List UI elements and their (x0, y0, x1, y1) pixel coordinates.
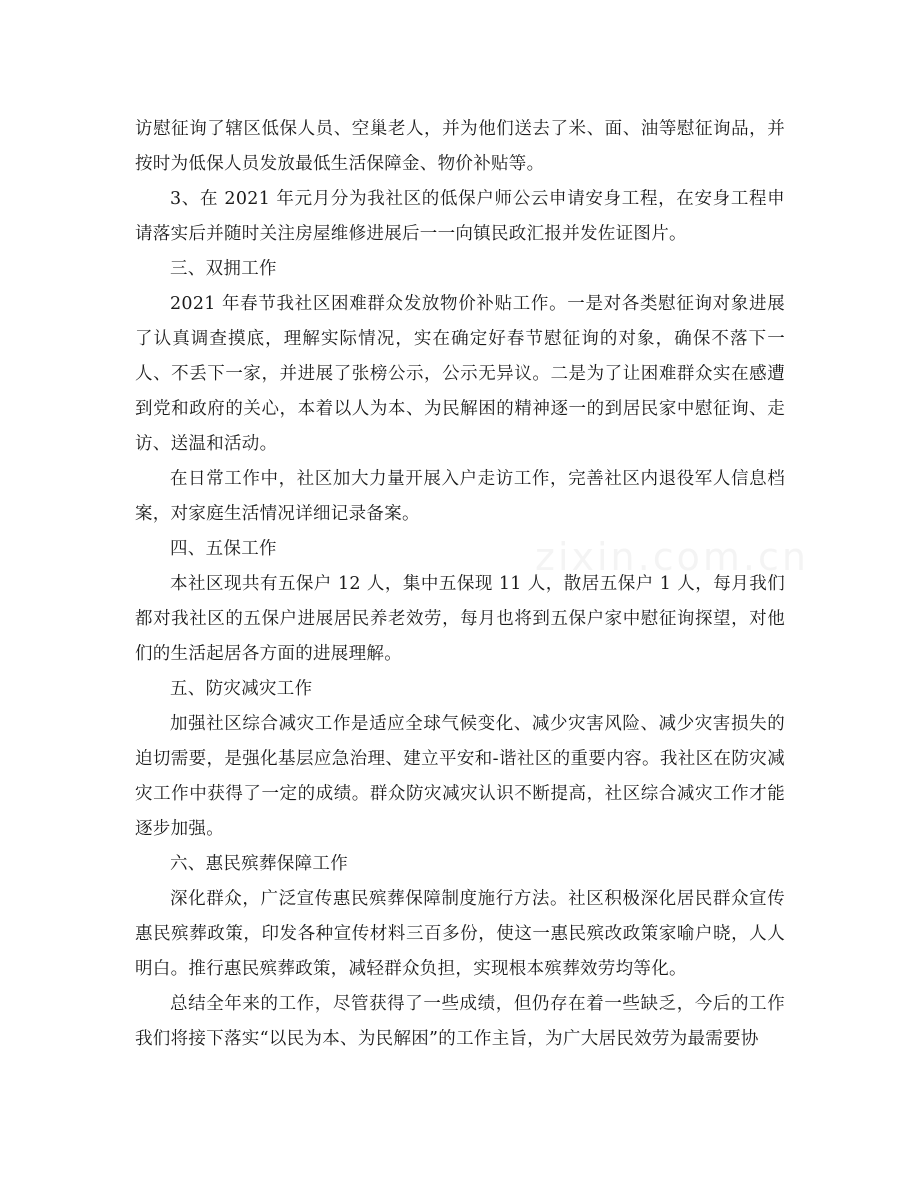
section-heading-4: 四、五保工作 (170, 539, 277, 559)
section-heading-3: 三、双拥工作 (170, 259, 277, 279)
paragraph-12: 总结全年来的工作，尽管获得了一些成绩，但仍存在着一些缺乏，今后的工作我们将接下落实“以民为本、为民解困”的工作主旨，为广大居民效劳为最需要协 (135, 994, 785, 1049)
document-body (135, 112, 785, 1057)
paragraph-2: 3、在 2021 年元月分为我社区的低保户师公云申请安身工程，在安身工程申请落实后并随时关注房屋维修进展后一一向镇民政汇报并发佐证图片。 (135, 189, 785, 244)
section-heading-6: 六、惠民殡葬保障工作 (170, 854, 348, 874)
paragraph-4: 2021 年春节我社区困难群众发放物价补贴工作。一是对各类慰征询对象进展了认真调查摸底，理解实际情况，实在确定好春节慰征询的对象，确保不落下一人、不丢下一家，并进展了张榜公示，公示无异议。二是为了让困难群众实在感遭到党和政府的关心，本着以人为本、为民解困的精神逐一的到居民家中慰征询、走访、送温和活动。 (135, 294, 785, 454)
paragraph-5: 在日常工作中，社区加大力量开展入户走访工作，完善社区内退役军人信息档案，对家庭生活情况详细记录备案。 (135, 469, 785, 524)
paragraph-7: 本社区现共有五保户 12 人，集中五保现 11 人，散居五保户 1 人，每月我们都对我社区的五保户进展居民养老效劳，每月也将到五保户家中慰征询探望，对他们的生活起居各方面的进展理解。 (135, 574, 785, 664)
paragraph-1: 访慰征询了辖区低保人员、空巢老人，并为他们送去了米、面、油等慰征询品，并按时为低保人员发放最低生活保障金、物价补贴等。 (135, 119, 785, 174)
paragraph-9: 加强社区综合减灾工作是适应全球气候变化、减少灾害风险、减少灾害损失的迫切需要，是强化基层应急治理、建立平安和-谐社区的重要内容。我社区在防灾减灾工作中获得了一定的成绩。群众防灾减灾认识不断提高，社区综合减灾工作才能逐步加强。 (135, 714, 785, 839)
watermark: zixin.com.cn (535, 535, 809, 579)
paragraph-11: 深化群众，广泛宣传惠民殡葬保障制度施行方法。社区积极深化居民群众宣传惠民殡葬政策，印发各种宣传材料三百多份，使这一惠民殡改政策家喻户晓，人人明白。推行惠民殡葬政策，减轻群众负担，实现根本殡葬效劳均等化。 (135, 889, 785, 979)
section-heading-5: 五、防灾减灾工作 (170, 679, 313, 699)
